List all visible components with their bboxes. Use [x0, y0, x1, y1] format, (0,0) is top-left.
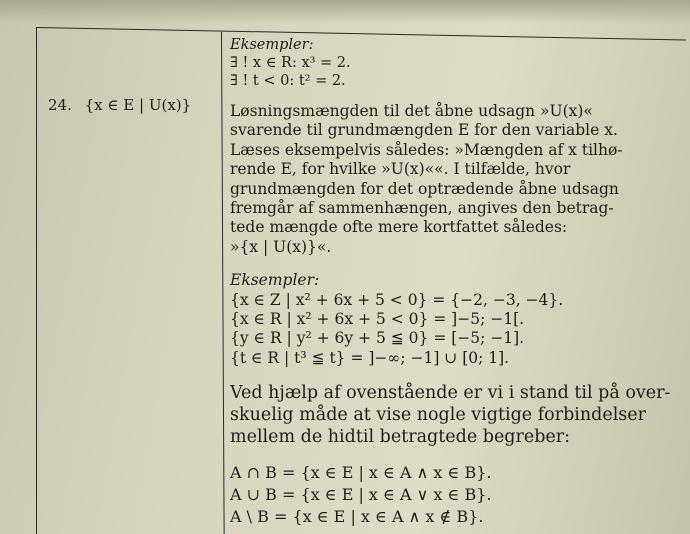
definition-line: »{x | U(x)}«.: [230, 237, 332, 256]
intro-paragraph: [230, 382, 678, 448]
definition-line: Læses eksempelvis således: »Mængden af x tilhø-: [230, 140, 623, 159]
table-left-rule: [36, 27, 37, 534]
examples-heading: Eksempler:: [230, 271, 320, 290]
examples-block: [230, 271, 678, 368]
formula-line: A \ B = {x ∈ E | x ∈ A ∧ x ∉ B}.: [230, 507, 484, 527]
description-column: [230, 36, 678, 528]
example-line: {x ∈ R | x² + 6x + 5 < 0} = ]−5; −1[.: [230, 310, 525, 329]
definition-line: grundmængden for det optrædende åbne udsagn: [230, 179, 619, 198]
top-example-line: ∃ ! t < 0: t² = 2.: [230, 73, 346, 89]
definition-text: [230, 102, 678, 257]
example-line: {t ∈ R | t³ ≦ t} = ]−∞; −1] ∪ [0; 1].: [230, 348, 510, 367]
set-formulas: [230, 462, 678, 528]
definition-line: rende E, for hvilke »U(x)««. I tilfælde, hvor: [230, 160, 571, 179]
page-shadow: [0, 0, 690, 24]
definition-line: tede mængde ofte mere kortfattet således:: [230, 218, 568, 237]
table-column-rule: [221, 32, 225, 534]
definition-line: Løsningsmængden til det åbne udsagn »U(x)«: [230, 102, 593, 120]
entry-number: 24.: [48, 96, 72, 114]
paragraph-line: skuelig måde at vise nogle vigtige forbindelser: [230, 405, 647, 426]
definition-line: fremgår af sammenhængen, angives den betrag-: [230, 199, 614, 218]
paragraph-line: mellem de hidtil betragtede begreber:: [230, 427, 571, 448]
example-line: {y ∈ R | y² + 6y + 5 ≦ 0} = [−5; −1].: [230, 329, 525, 348]
definition-line: svarende til grundmængden E for den variable x.: [230, 121, 618, 140]
formula-line: A ∩ B = {x ∈ E | x ∈ A ∧ x ∈ B}.: [230, 463, 492, 483]
formula-line: A ∪ B = {x ∈ E | x ∈ A ∨ x ∈ B}.: [230, 485, 492, 505]
entry-symbol: {x ∈ E | U(x)}: [84, 96, 192, 114]
top-examples: [230, 36, 678, 90]
top-examples-heading: Eksempler:: [230, 37, 314, 53]
entry-label: [48, 96, 191, 114]
example-line: {x ∈ Z | x² + 6x + 5 < 0} = {−2, −3, −4}.: [230, 290, 564, 309]
paragraph-line: Ved hjælp af ovenstående er vi i stand til på over-: [230, 383, 671, 404]
top-example-line: ∃ ! x ∈ R: x³ = 2.: [230, 55, 351, 71]
